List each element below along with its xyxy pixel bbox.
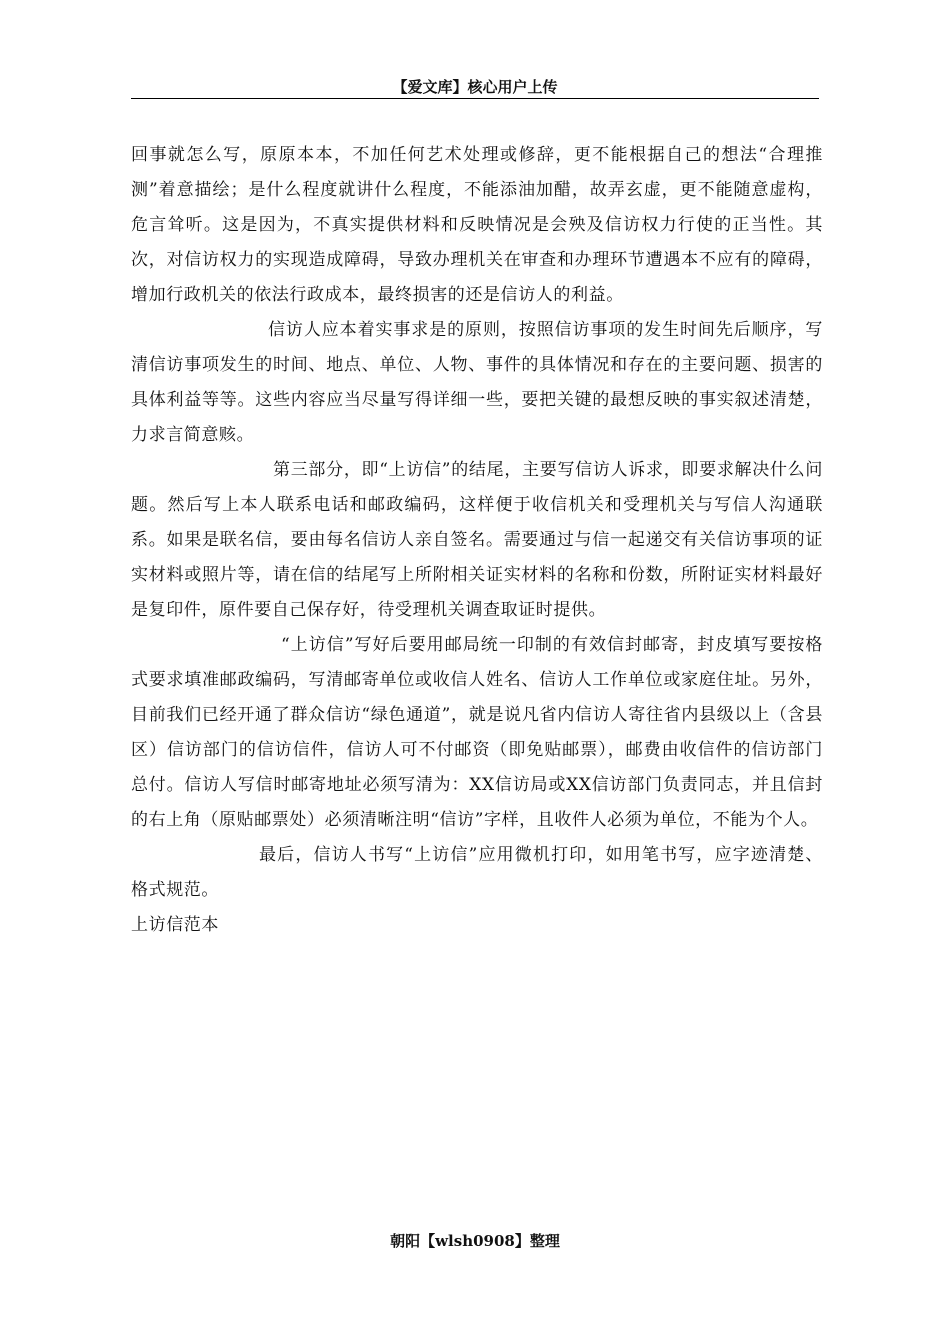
paragraph-continuation: 回事就怎么写，原原本本，不加任何艺术处理或修辞，更不能根据自己的想法“合理推测”着意描绘；是什么程度就讲什么程度，不能添油加醋，故弄玄虚，更不能随意虚构，危言耸听。这是因为，不真实提供材料和反映情况是会殃及信访权力行使的正当性。其次，对信访权力的实现造成障碍，导致办理机关在审查和办理环节遭遇本不应有的障碍，增加行政机关的依法行政成本，最终损害的还是信访人的利益。 <box>131 145 823 305</box>
page-header: 【爱文库】核心用户上传 <box>131 76 819 99</box>
paragraph-closing-part: 第三部分，即“上访信”的结尾，主要写信访人诉求，即要求解决什么问题。然后写上本人联系电话和邮政编码，这样便于收信机关和受理机关与写信人沟通联系。如果是联名信，要由每名信访人亲自签名。需要通过与信一起递交有关信访事项的证实材料或照片等，请在信的结尾写上所附相关证实材料的名称和份数，所附证实材料最好是复印件，原件要自己保存好，待受理机关调查取证时提供。 <box>131 460 823 620</box>
section-heading-sample: 上访信范本 <box>131 915 219 935</box>
paragraph-envelope: “上访信”写好后要用邮局统一印制的有效信封邮寄，封皮填写要按格式要求填准邮政编码，写清邮寄单位或收信人姓名、信访人工作单位或家庭住址。另外，目前我们已经开通了群众信访“绿色通道”，就是说凡省内信访人寄往省内县级以上（含县区）信访部门的信访信件，信访人可不付邮资（即免贴邮票），邮费由收信件的信访部门总付。信访人写信时邮寄地址必须写清为：XX信访局或XX信访部门负责同志，并且信封的右上角（原贴邮票处）必须清晰注明“信访”字样，且收件人必须为单位，不能为个人。 <box>131 635 823 830</box>
paragraph-final: 最后，信访人书写“上访信”应用微机打印，如用笔书写，应字迹清楚、格式规范。 <box>131 845 823 900</box>
page-footer: 朝阳【wlsh0908】整理 <box>390 1232 560 1250</box>
paragraph-facts: 信访人应本着实事求是的原则，按照信访事项的发生时间先后顺序，写清信访事项发生的时间、地点、单位、人物、事件的具体情况和存在的主要问题、损害的具体利益等等。这些内容应当尽量写得详细一些，要把关键的最想反映的事实叙述清楚，力求言简意赅。 <box>131 320 823 445</box>
document-body <box>131 138 823 943</box>
